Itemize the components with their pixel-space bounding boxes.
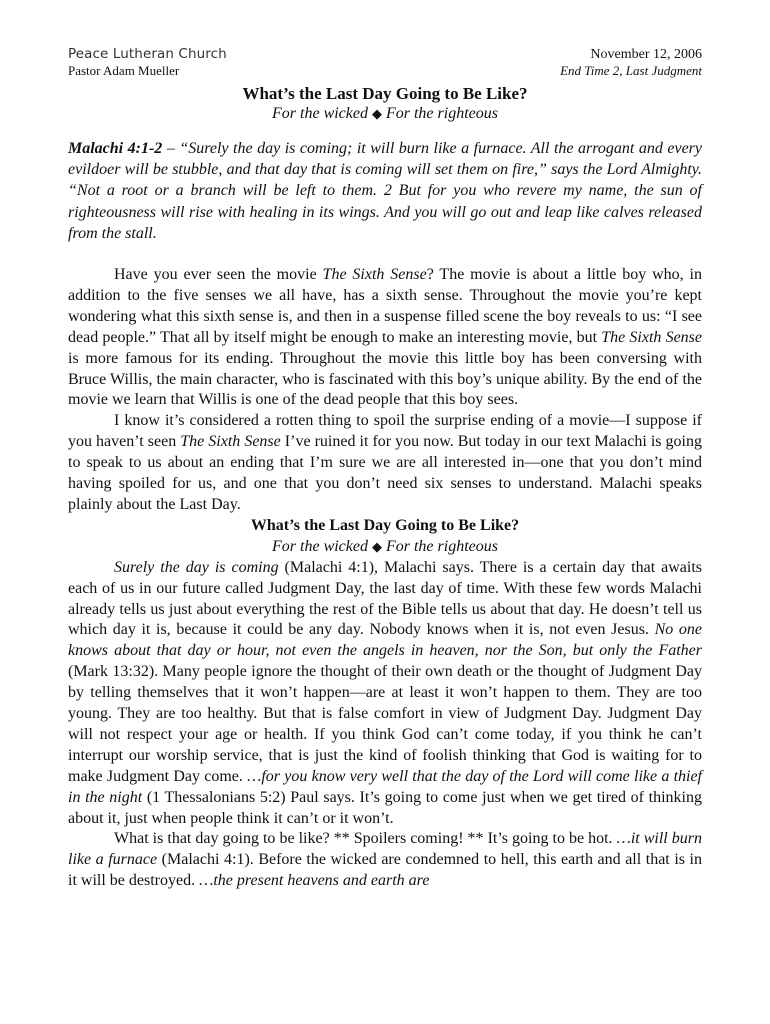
church-name: Peace Lutheran Church [68, 46, 227, 62]
p3-quote-e: …for you know very well that the day of the Lord will come like a thief in the night [68, 767, 703, 806]
p4-quote-b: …it will burn like a furnace [68, 830, 702, 869]
subtitle-left: For the wicked [272, 105, 368, 122]
mid-subtitle [68, 537, 702, 558]
scripture-dash: – [162, 140, 180, 157]
sermon-page [68, 46, 702, 892]
sermon-body [68, 265, 702, 892]
p4-quote-d: …the present heavens and earth are [199, 872, 430, 890]
header-row-1 [68, 46, 702, 63]
paragraph-3 [68, 558, 702, 830]
p1-movie-title: The Sixth Sense [322, 266, 427, 284]
p1-text-a: Have you ever seen the movie [114, 266, 323, 284]
paragraph-4 [68, 829, 702, 892]
sermon-subtitle [68, 104, 702, 124]
mid-subtitle-left: For the wicked [272, 537, 368, 555]
header-row-2 [68, 63, 702, 79]
paragraph-2 [68, 411, 702, 516]
p3-quote-c: No one knows about that day or hour, not even the angels in heaven, nor the Son, but only the Father [68, 621, 702, 660]
diamond-icon: ◆ [371, 106, 382, 121]
p1-text-c: ? The movie is about a little boy who, in addition to the five senses we all have, has a sixth sense. Throughout the movie you’re kept wondering what this sixth sense is, and then in a suspense filled scene the boy reveals to us: “I see dead people.” That all by itself might be enough to make an interesting movie, but [68, 266, 702, 346]
p3-text-b: (Malachi 4:1), Malachi says. There is a certain day that awaits each of us in our future called Judgment Day, the last day of time. With these few words Malachi already tells us just about everything the rest of the Bible tells us about that day. He doesn’t tell us which day it is, because it could be any day. Nobody knows when it is, not even Jesus. [68, 558, 703, 639]
p4-text-c: (Malachi 4:1). Before the wicked are condemned to hell, this earth and all that is in it will be destroyed. [68, 851, 702, 890]
p3-quote-a: Surely the day is coming [114, 558, 279, 576]
sermon-title: What’s the Last Day Going to Be Like? [242, 84, 528, 103]
scripture-text: “Surely the day is coming; it will burn like a furnace. All the arrogant and every evildoer will be stubble, and that day that is coming will set them on fire,” says the Lord Almighty. “Not a root or a branch will be left to them. 2 But for you who revere my name, the sun of righteousness will rise with healing in its wings. And you will go out and leap like calves released from the stall. [68, 140, 702, 242]
p4-text-a: What is that day going to be like? ** Spoilers coming! ** It’s going to be hot. [114, 830, 617, 848]
scripture-reference: Malachi 4:1-2 [68, 140, 163, 157]
subtitle-right: For the righteous [385, 105, 498, 122]
sermon-date: November 12, 2006 [590, 47, 702, 62]
sermon-series: End Time 2, Last Judgment [560, 63, 702, 78]
p1-text-e: is more famous for its ending. Throughout the movie this little boy has been conversing with Bruce Willis, the main character, who is fascinated with this boy’s unique ability. By the end of the movie we learn that Willis is one of the dead people that this boy sees. [68, 349, 702, 409]
p1-movie-title-2: The Sixth Sense [601, 328, 702, 346]
mid-title: What’s the Last Day Going to Be Like? [250, 516, 520, 534]
pastor-name: Pastor Adam Mueller [68, 63, 180, 78]
p3-text-d: (Mark 13:32). Many people ignore the thought of their own death or the thought of Judgment Day by telling themselves that it won’t happen—are at least it won’t happen to them. They are too young. They are too healthy. But that is false comfort in view of Judgment Day. Judgment Day will not respect your age or health. If you think God can’t come today, if you think he can’t interrupt our worship service, that is just the kind of foolish thinking that God is waiting for to make Judgment Day come. [68, 663, 702, 785]
diamond-icon: ◆ [371, 538, 382, 554]
p2-text-c: I’ve ruined it for you now. But today in our text Malachi is going to speak to us about an ending that I’m sure we are all interested in—one that you don’t mind having spoiled for us, and one that you don’t need six senses to understand. Malachi speaks plainly about the Last Day. [68, 433, 703, 513]
paragraph-1 [68, 265, 702, 411]
p2-text-a: I know it’s considered a rotten thing to spoil the surprise ending of a movie—I suppose if you haven’t seen [68, 412, 702, 451]
scripture-passage [68, 138, 702, 244]
p3-text-f: (1 Thessalonians 5:2) Paul says. It’s going to come just when we get tired of thinking about it, just when people think it can’t or it won’t. [68, 788, 702, 827]
mid-subtitle-right: For the righteous [385, 537, 498, 555]
p2-movie-title: The Sixth Sense [180, 433, 281, 451]
